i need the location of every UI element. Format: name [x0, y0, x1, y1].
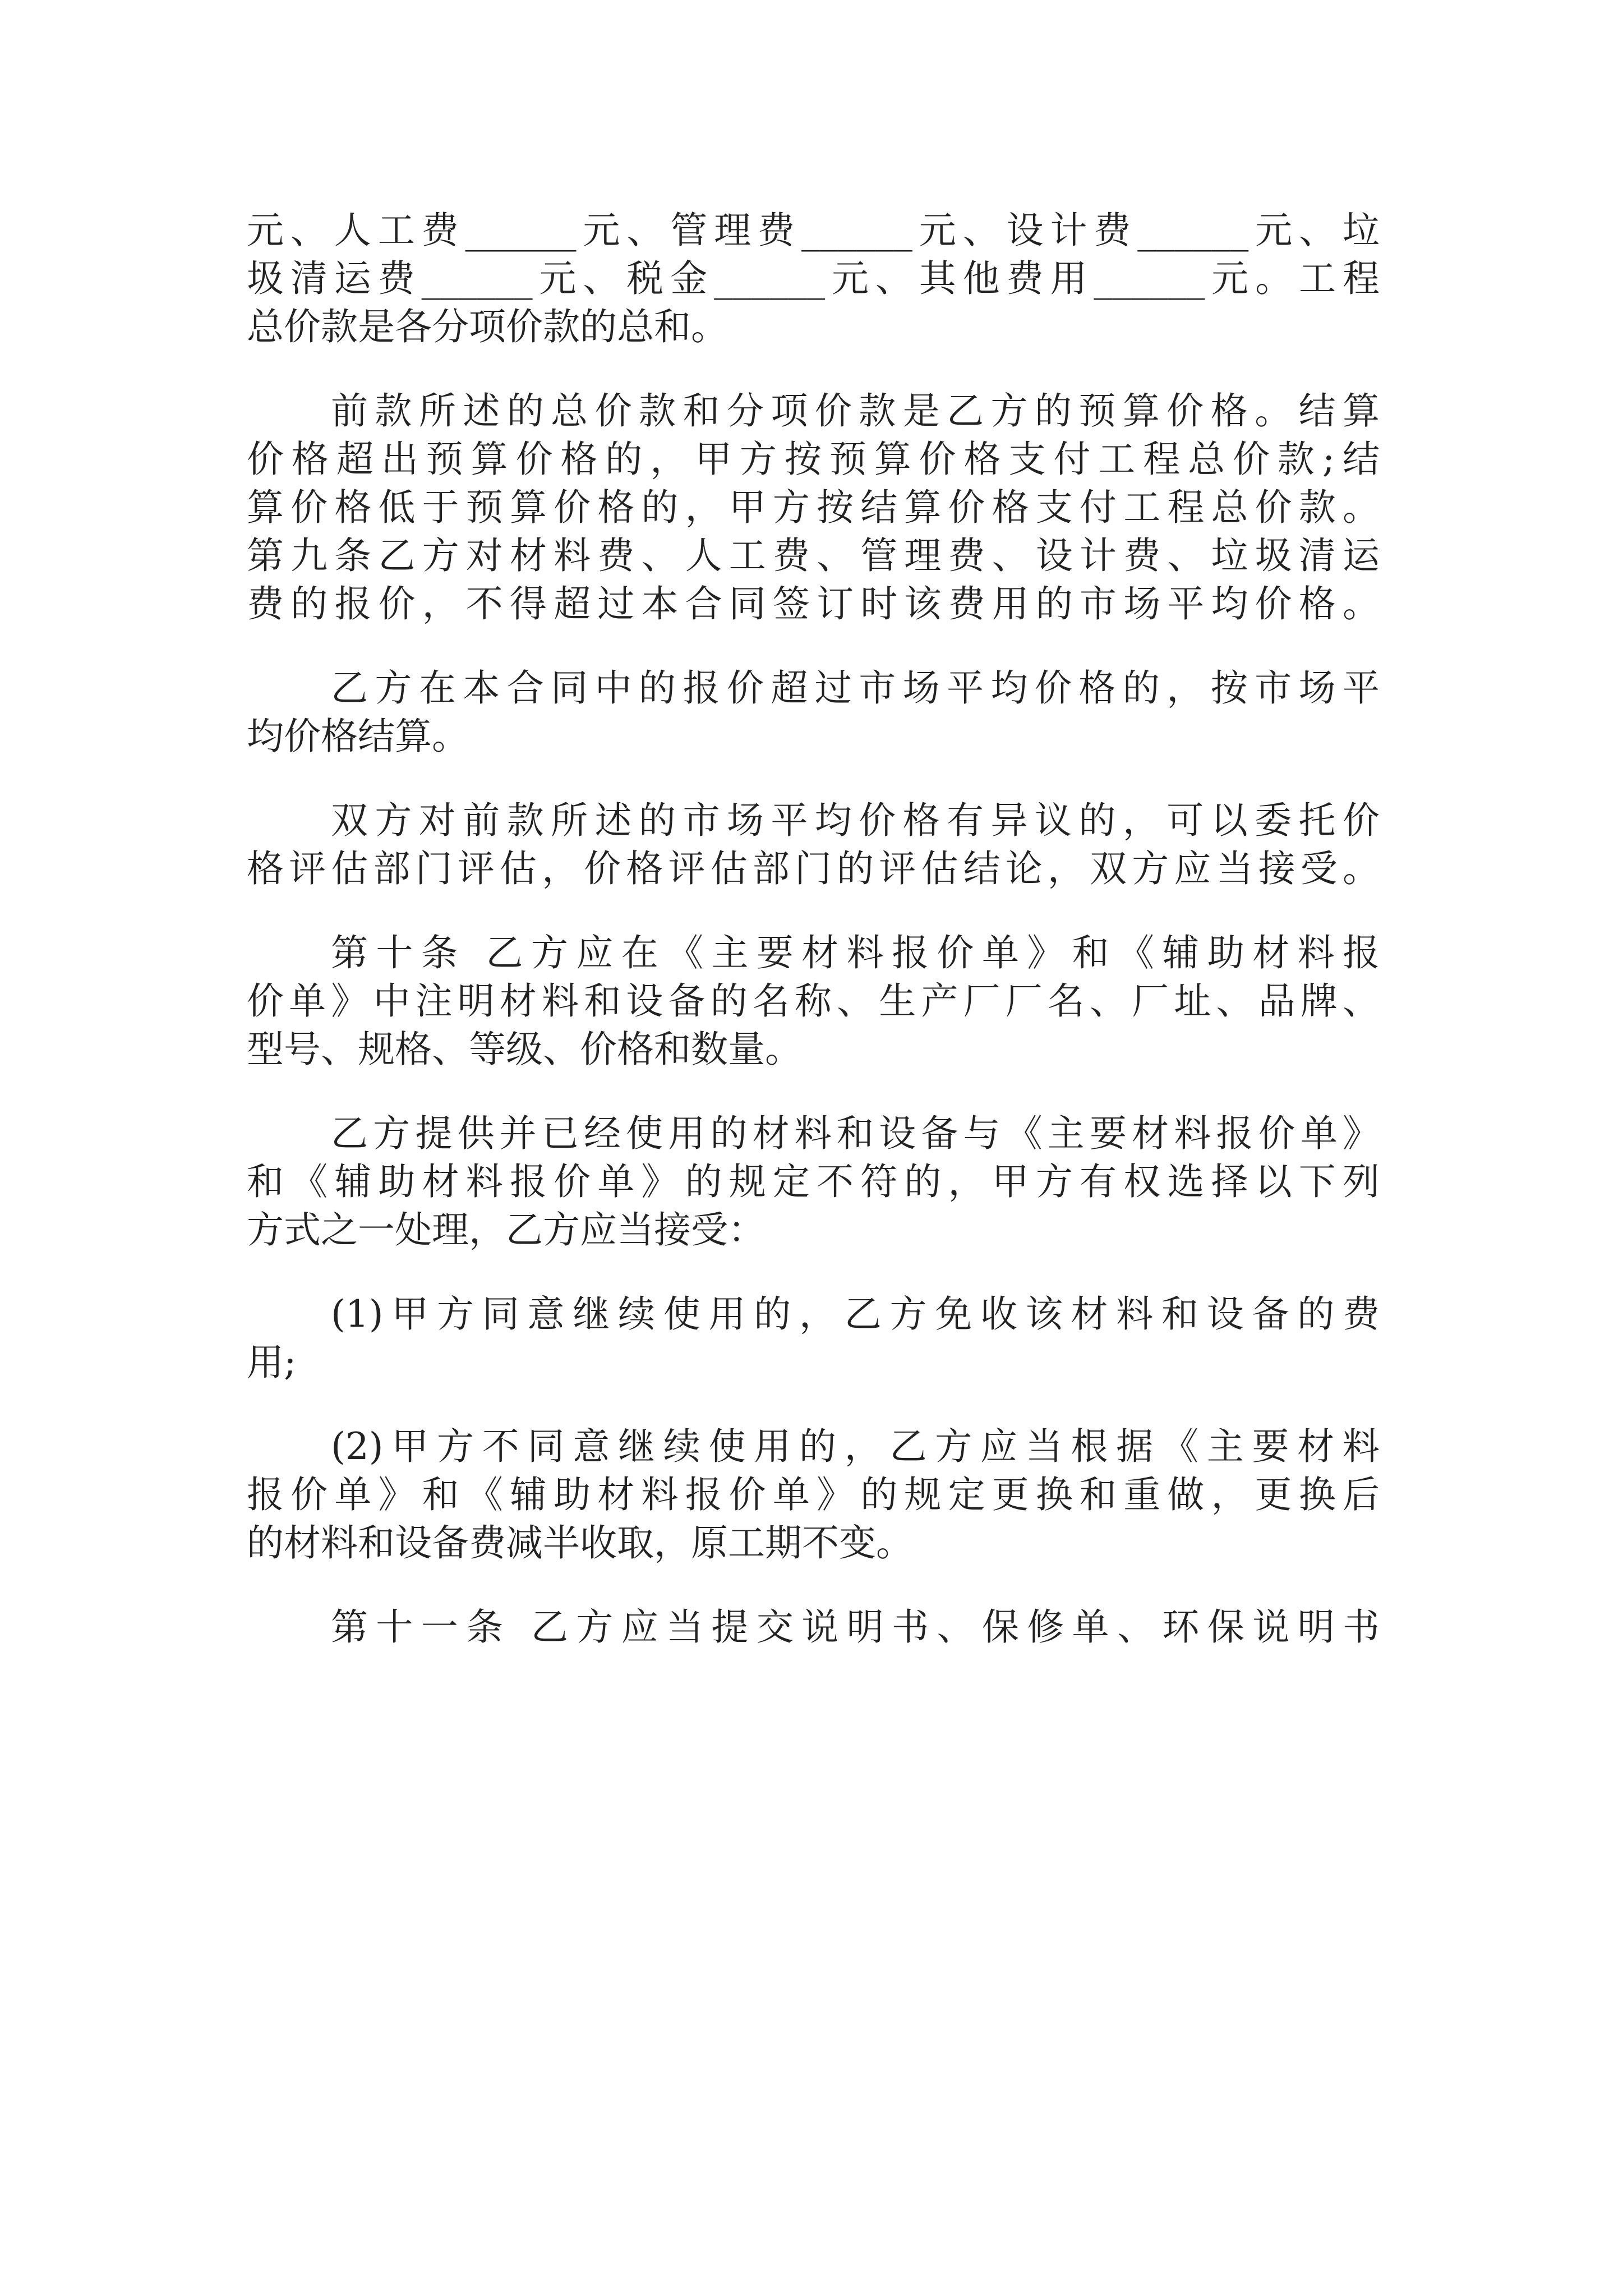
text-line: 用; — [247, 1341, 297, 1384]
text-line: (1)甲方同意继续使用的，乙方免收该材料和设备的费 — [331, 1292, 1380, 1336]
text-line: 价格超出预算价格的，甲方按预算价格支付工程总价款;结 — [247, 438, 1380, 481]
text-line: 第十一条 乙方应当提交说明书、保修单、环保说明书 — [331, 1605, 1380, 1649]
text-line: 型号、规格、等级、价格和数量。 — [247, 1028, 802, 1071]
text-line: 格评估部门评估，价格评估部门的评估结论，双方应当接受。 — [247, 847, 1380, 890]
document-body — [247, 206, 1380, 1651]
text-line: 双方对前款所述的市场平均价格有异议的，可以委托价 — [331, 799, 1380, 842]
text-line: 的材料和设备费减半收取，原工期不变。 — [247, 1521, 913, 1565]
text-line: 乙方提供并已经使用的材料和设备与《主要材料报价单》 — [331, 1112, 1380, 1155]
text-line: 和《辅助材料报价单》的规定不符的，甲方有权选择以下列 — [247, 1160, 1380, 1203]
text-line: 费的报价，不得超过本合同签订时该费用的市场平均价格。 — [247, 582, 1380, 625]
text-line: (2)甲方不同意继续使用的，乙方应当根据《主要材料 — [331, 1425, 1380, 1468]
text-line: 第十条 乙方应在《主要材料报价单》和《辅助材料报 — [331, 931, 1380, 974]
text-line: 方式之一处理，乙方应当接受： — [247, 1208, 765, 1251]
text-line: 均价格结算。 — [247, 715, 469, 758]
text-line: 价单》中注明材料和设备的名称、生产厂厂名、厂址、品牌、 — [247, 979, 1380, 1023]
text-line: 算价格低于预算价格的，甲方按结算价格支付工程总价款。 — [247, 486, 1380, 529]
text-line: 前款所述的总价款和分项价款是乙方的预算价格。结算 — [331, 389, 1380, 432]
text-line: 乙方在本合同中的报价超过市场平均价格的，按市场平 — [331, 666, 1380, 710]
text-line: 圾清运费______元、税金______元、其他费用______元。工程 — [247, 257, 1380, 300]
text-line: 报价单》和《辅助材料报价单》的规定更换和重做，更换后 — [247, 1473, 1380, 1516]
text-line: 元、人工费______元、管理费______元、设计费______元、垃 — [247, 209, 1380, 252]
text-line: 第九条乙方对材料费、人工费、管理费、设计费、垃圾清运 — [247, 534, 1380, 577]
text-line: 总价款是各分项价款的总和。 — [247, 305, 728, 348]
